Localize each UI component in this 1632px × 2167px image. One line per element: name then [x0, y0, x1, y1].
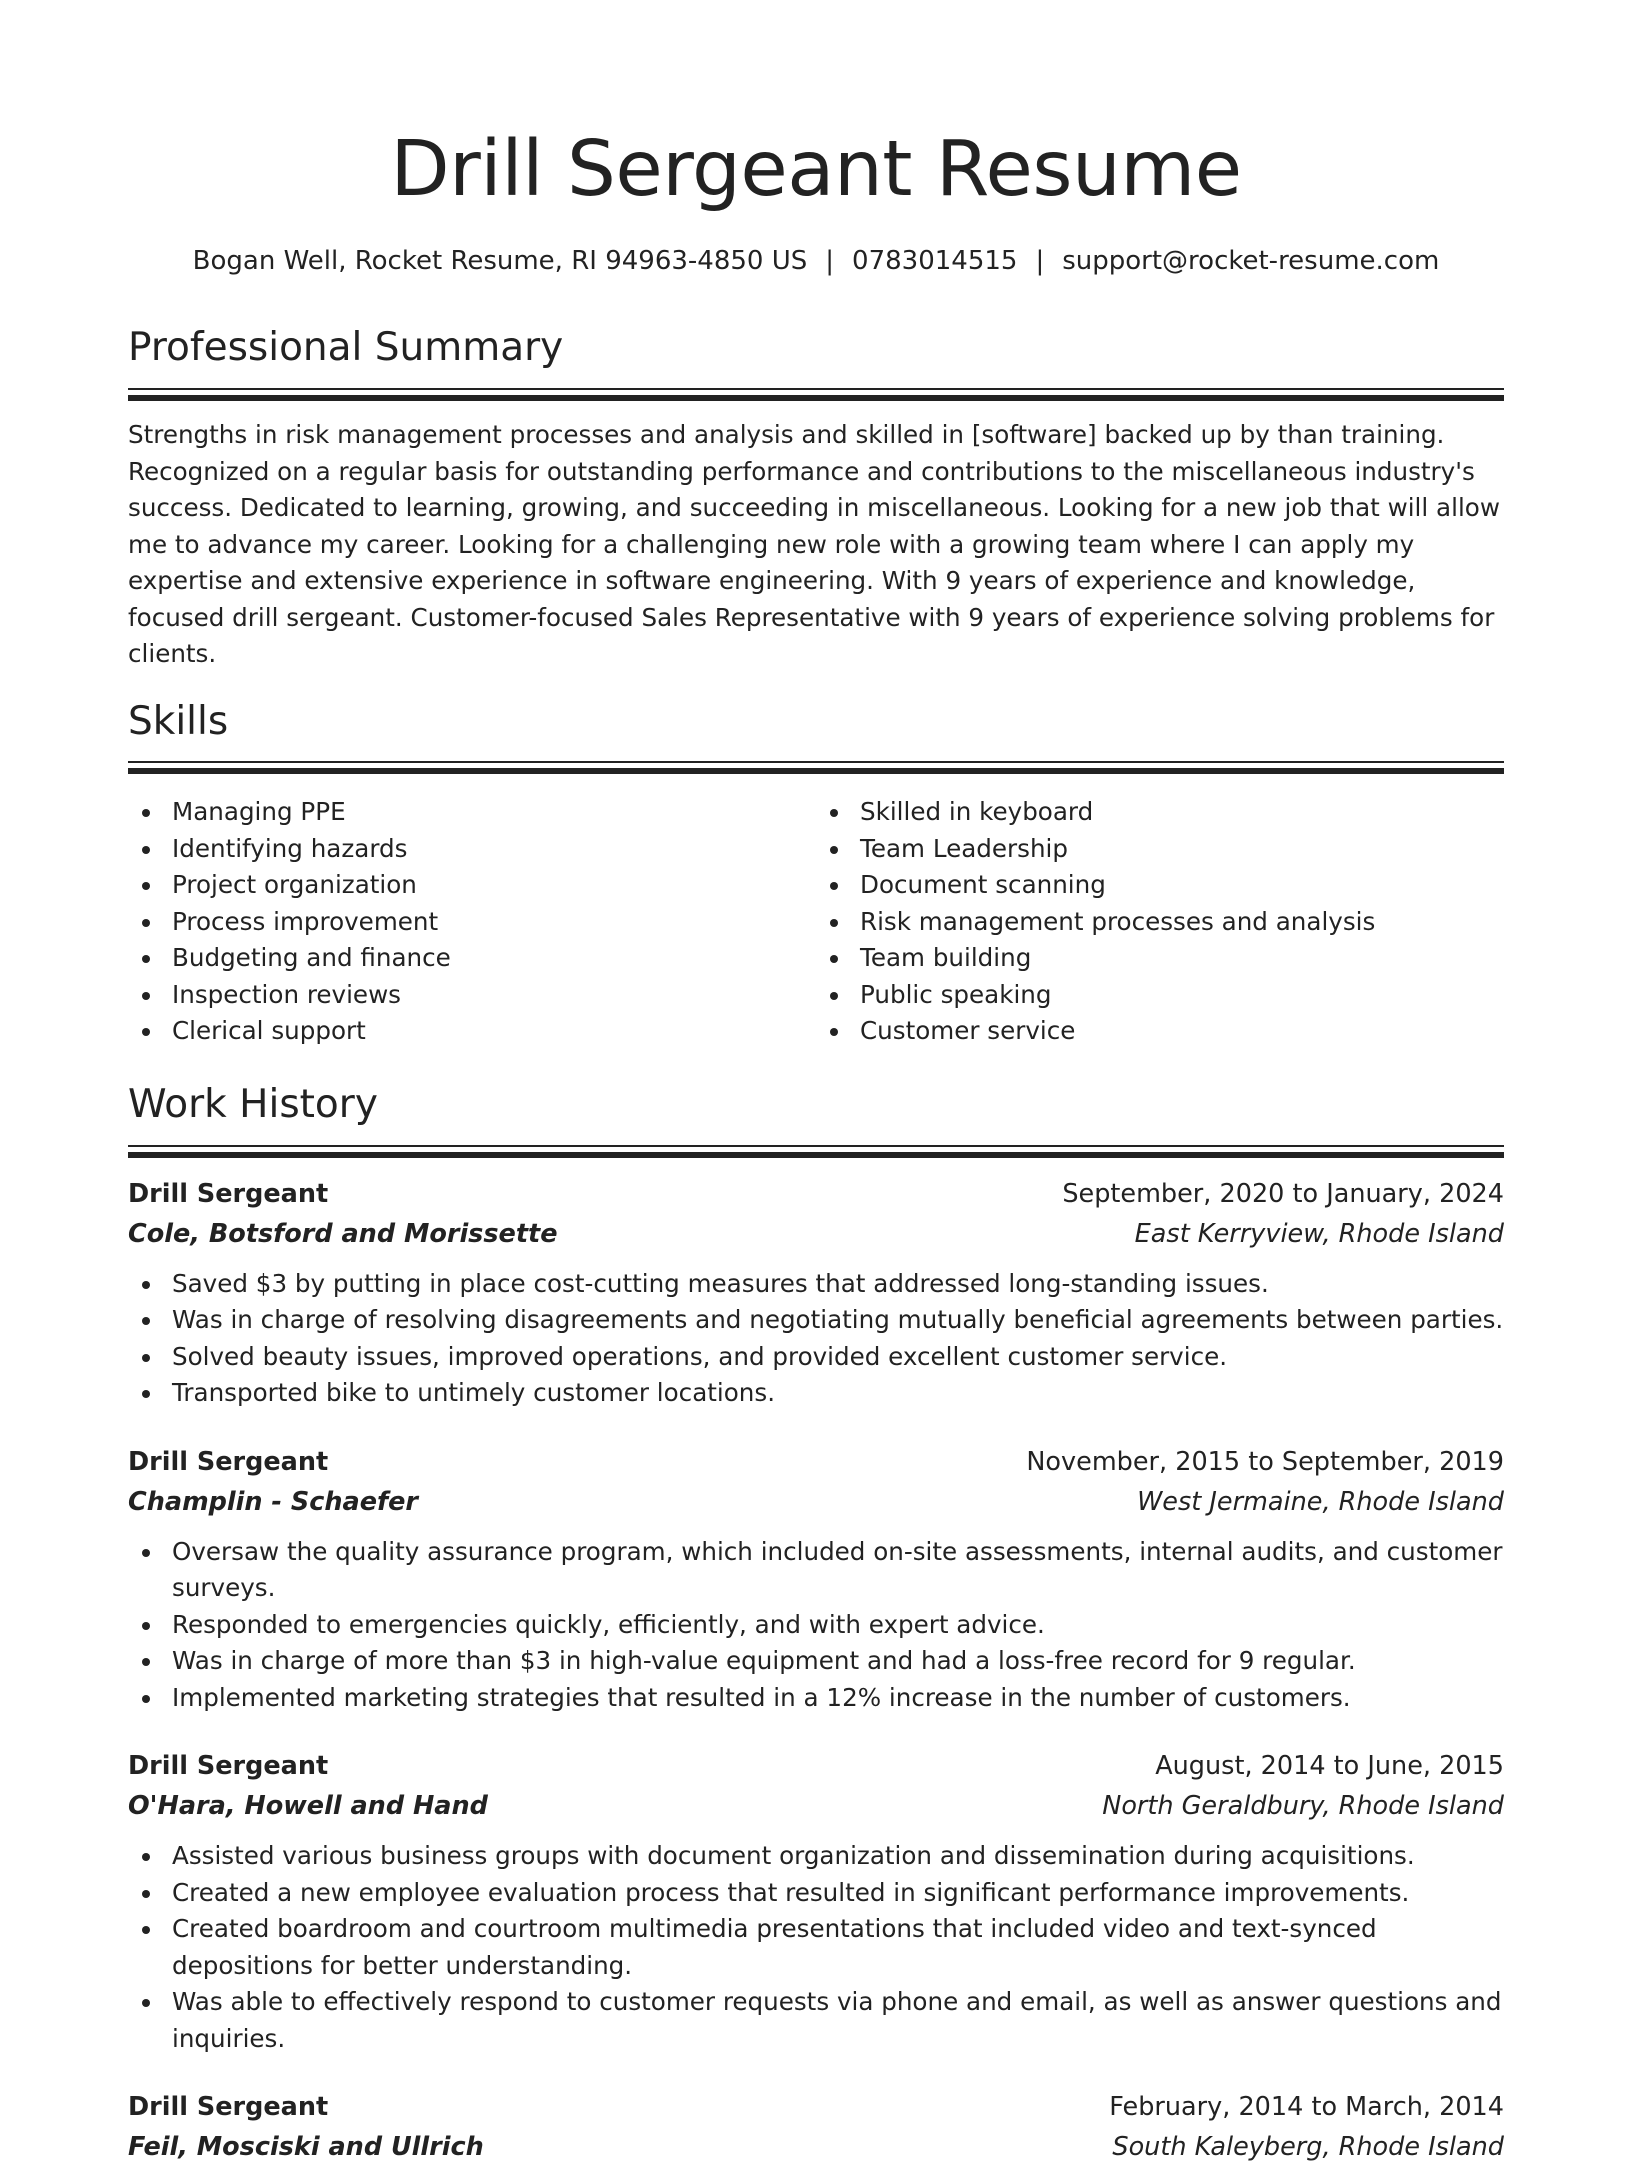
- job-entry: [128, 1442, 1504, 1717]
- skills-list-left: [128, 794, 816, 1050]
- work-history-section: [128, 1081, 1504, 2167]
- job-duty: Transported bike to untimely customer locations.: [128, 1375, 1504, 1412]
- job-duty: Saved $3 by putting in place cost-cutting measures that addressed long-standing issues.: [128, 1266, 1504, 1303]
- contact-address: Bogan Well, Rocket Resume, RI 94963-4850 US: [192, 246, 808, 276]
- skill-item: Risk management processes and analysis: [816, 904, 1504, 941]
- job-company: Cole, Botsford and Morissette: [128, 1218, 558, 1249]
- job-header-row: [128, 2087, 1504, 2127]
- job-duty: Solved beauty issues, improved operations, and provided excellent customer service.: [128, 1339, 1504, 1376]
- job-dates: November, 2015 to September, 2019: [1026, 1446, 1504, 1477]
- job-duty: Responded to emergencies quickly, efficiently, and with expert advice.: [128, 1607, 1504, 1644]
- section-title-skills: Skills: [128, 698, 229, 744]
- skill-item: Process improvement: [128, 904, 816, 941]
- job-header-row: [128, 1442, 1504, 1482]
- summary-text: Strengths in risk management processes and analysis and skilled in [software] backed up by than training. Recognized on a regular basis for outstanding performance and contributions to the miscellaneous industry's success. Dedicated to learning, growing, and succeeding in miscellaneous. Looking for a new job that will allow me to advance my career. Looking for a challenging new role with a growing team where I can apply my expertise and extensive experience in software engineering. With 9 years of experience and knowledge, focused drill sergeant. Customer-focused Sales Representative with 9 years of experience solving problems for clients.: [128, 420, 1500, 669]
- job-header-row: [128, 1174, 1504, 1214]
- job-duty: Was in charge of more than $3 in high-value equipment and had a loss-free record for 9 regular.: [128, 1643, 1504, 1680]
- job-company: O'Hara, Howell and Hand: [128, 1791, 488, 1822]
- job-entry: [128, 2087, 1504, 2167]
- job-duty: Was able to effectively respond to customer requests via phone and email, as well as answer questions and inquiries.: [128, 1984, 1504, 2057]
- job-company-row: [128, 1786, 1504, 1826]
- skills-grid: [128, 794, 1504, 1050]
- skill-item: Identifying hazards: [128, 831, 816, 868]
- job-entry: [128, 1174, 1504, 1412]
- job-company-row: [128, 1214, 1504, 1254]
- professional-summary-section: [128, 327, 1504, 672]
- job-location: West Jermaine, Rhode Island: [1137, 1486, 1504, 1517]
- job-company: Feil, Mosciski and Ullrich: [128, 2132, 484, 2163]
- job-title: Drill Sergeant: [128, 1446, 329, 1477]
- job-duties-list: [128, 1266, 1504, 1412]
- job-dates: September, 2020 to January, 2024: [1062, 1178, 1504, 1209]
- job-duty: Created a new employee evaluation process that resulted in significant performance improvements.: [128, 1875, 1504, 1912]
- skill-item: Public speaking: [816, 977, 1504, 1014]
- skill-item: Managing PPE: [128, 794, 816, 831]
- skill-item: Inspection reviews: [128, 977, 816, 1014]
- job-duties-list: [128, 1838, 1504, 2057]
- job-duty: Oversaw the quality assurance program, which included on-site assessments, internal audits, and customer surveys.: [128, 1534, 1504, 1607]
- job-location: South Kaleyberg, Rhode Island: [1112, 2132, 1504, 2163]
- job-duty: Was in charge of resolving disagreements and negotiating mutually beneficial agreements between parties.: [128, 1302, 1504, 1339]
- job-title: Drill Sergeant: [128, 2092, 329, 2123]
- skill-item: Skilled in keyboard: [816, 794, 1504, 831]
- contact-separator: |: [1035, 246, 1045, 276]
- job-dates: August, 2014 to June, 2015: [1155, 1751, 1504, 1782]
- skill-item: Team building: [816, 940, 1504, 977]
- job-dates: February, 2014 to March, 2014: [1109, 2092, 1504, 2123]
- job-duties-list: [128, 1534, 1504, 1717]
- skill-item: Team Leadership: [816, 831, 1504, 868]
- contact-phone: 0783014515: [852, 246, 1018, 276]
- job-location: East Kerryview, Rhode Island: [1134, 1218, 1504, 1249]
- section-divider: [128, 1145, 1504, 1152]
- resume-title: Drill Sergeant Resume: [390, 125, 1242, 214]
- section-divider: [128, 388, 1504, 395]
- skills-list-right: [816, 794, 1504, 1050]
- skill-item: Customer service: [816, 1013, 1504, 1050]
- contact-separator: |: [825, 246, 835, 276]
- contact-email[interactable]: support@rocket-resume.com: [1062, 246, 1440, 276]
- job-company-row: [128, 1482, 1504, 1522]
- job-duty: Implemented marketing strategies that resulted in a 12% increase in the number of customers.: [128, 1680, 1504, 1717]
- section-title-summary: Professional Summary: [128, 325, 564, 371]
- section-divider: [128, 761, 1504, 768]
- skill-item: Budgeting and finance: [128, 940, 816, 977]
- contact-line: [128, 246, 1504, 277]
- job-duty: Created boardroom and courtroom multimedia presentations that included video and text-synced depositions for better understanding.: [128, 1911, 1504, 1984]
- job-header-row: [128, 1746, 1504, 1786]
- skill-item: Document scanning: [816, 867, 1504, 904]
- job-entry: [128, 1746, 1504, 2057]
- job-company: Champlin - Schaefer: [128, 1486, 418, 1517]
- skill-item: Clerical support: [128, 1013, 816, 1050]
- skill-item: Project organization: [128, 867, 816, 904]
- job-company-row: [128, 2127, 1504, 2167]
- job-title: Drill Sergeant: [128, 1178, 329, 1209]
- job-location: North Geraldbury, Rhode Island: [1102, 1791, 1504, 1822]
- section-title-work: Work History: [128, 1081, 378, 1127]
- skills-section: [128, 698, 1504, 1050]
- job-title: Drill Sergeant: [128, 1751, 329, 1782]
- job-duty: Assisted various business groups with document organization and dissemination during acquisitions.: [128, 1838, 1504, 1875]
